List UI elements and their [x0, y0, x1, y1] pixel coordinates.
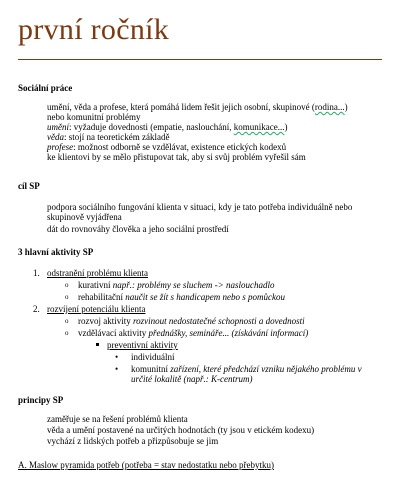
list-item: preventivní aktivity — [107, 340, 178, 350]
list-item: rozvíjení potenciálu klienta — [47, 304, 146, 314]
paragraph-line: umění: vyžaduje dovednosti (empatie, naslouchání, komunikace...) — [47, 122, 288, 132]
bullet-icon: • — [115, 352, 119, 362]
title-divider — [18, 59, 382, 60]
bullet-icon: o — [65, 281, 69, 289]
paragraph-line: skupinově vyjádřena — [47, 212, 122, 222]
section-heading-socialni-prace: Sociální práce — [18, 83, 73, 93]
section-heading-principy: principy SP — [18, 395, 64, 405]
list-item: individuální — [131, 352, 175, 362]
section-heading-maslow: A. Maslow pyramida potřeb (potřeba = stav nedostatku nebo přebytku) — [18, 460, 275, 470]
list-item: rehabilitační naučit se žít s handicapem nebo s pomůckou — [78, 292, 285, 302]
paragraph-line: vychází z lidských potřeb a přizpůsobuje se jim — [47, 436, 219, 446]
paragraph-line: profese: možnost odborně se vzdělávat, existence etických kodexů — [47, 142, 287, 152]
list-item: určité lokalitě (např.: K-centrum) — [131, 374, 253, 384]
page-title: první ročník — [18, 13, 170, 46]
paragraph-line: dát do rovnováhy člověka a jeho sociální prostředí — [47, 224, 229, 234]
list-item: rozvoj aktivity rozvinout nedostatečné schopnosti a dovednosti — [78, 316, 305, 326]
paragraph-line: umění, věda a profese, která pomáhá lidem řešit jejich osobní, skupinové (rodina...) — [47, 102, 348, 112]
bullet-icon — [96, 343, 99, 346]
list-number: 1. — [33, 268, 40, 278]
paragraph-line: podpora sociálního fungování klienta v situaci, kdy je tato potřeba individuálně nebo — [47, 202, 353, 212]
list-item: odstranění problému klienta — [47, 268, 148, 278]
bullet-icon: o — [65, 329, 69, 337]
bullet-icon: o — [65, 317, 69, 325]
paragraph-line: věda: stojí na teoretickém základě — [47, 132, 170, 142]
paragraph-line: věda a umění postavené na určitých hodnotách (ty jsou v etickém kodexu) — [47, 425, 315, 435]
section-heading-aktivity: 3 hlavní aktivity SP — [18, 247, 94, 257]
list-number: 2. — [33, 304, 40, 314]
paragraph-line: zaměřuje se na řešení problémů klienta — [47, 414, 188, 424]
bullet-icon: o — [65, 293, 69, 301]
list-item: kurativní např.: problémy se sluchem -> naslouchadlo — [78, 280, 275, 290]
list-item: vzdělávací aktivity přednášky, semináře... (získávání informací) — [78, 328, 309, 338]
bullet-icon: • — [115, 364, 119, 374]
list-item: komunitní zařízení, které předchází vzniku nějakého problému v — [131, 364, 362, 374]
paragraph-line: ke klientovi by se mělo přistupovat tak, aby si svůj problém vyřešil sám — [47, 152, 306, 162]
paragraph-line: nebo komunitní problémy — [47, 112, 141, 122]
section-heading-cil-sp: cíl SP — [18, 181, 40, 191]
